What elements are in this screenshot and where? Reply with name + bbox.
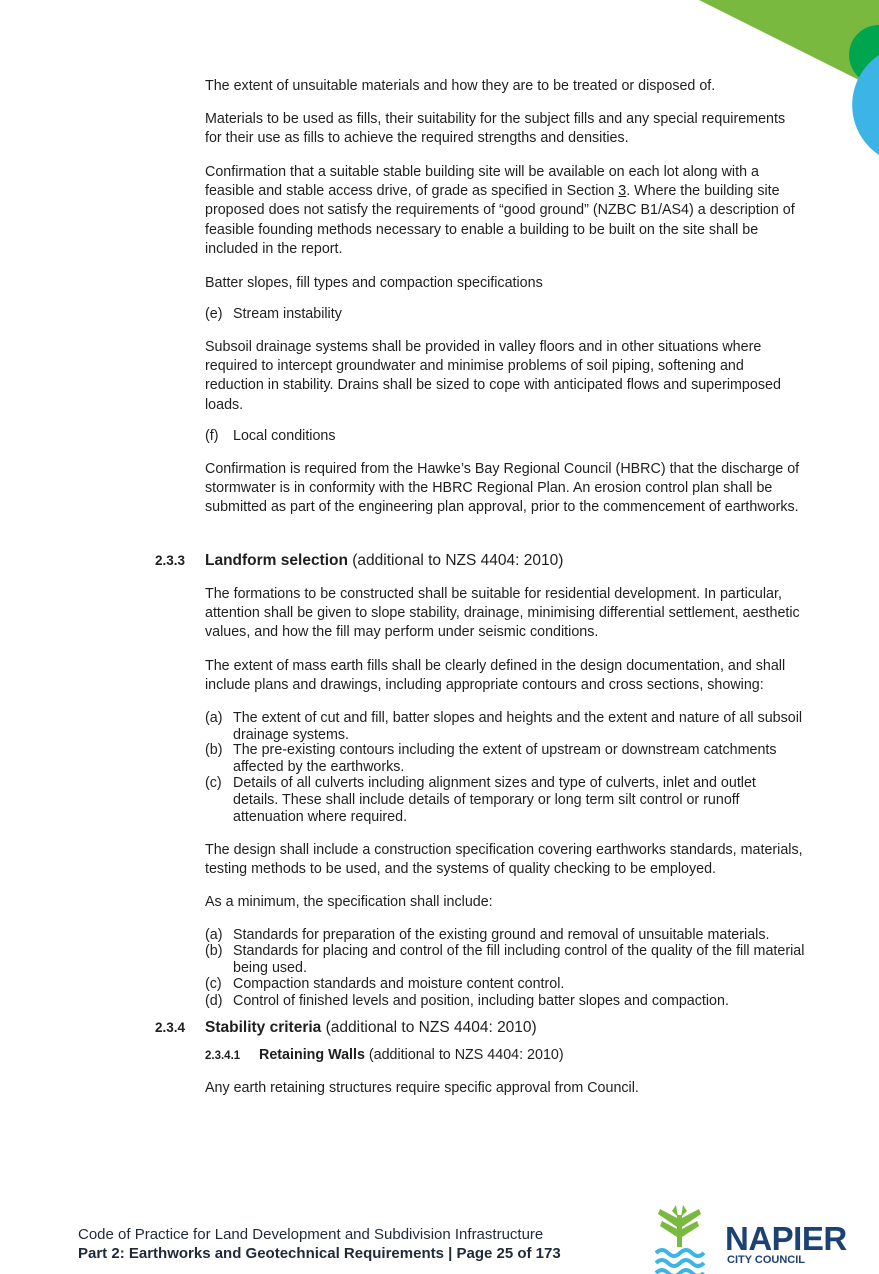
item-label: (c) [205,976,222,992]
paragraph-retaining-structures: Any earth retaining structures require specific approval from Council. [205,1080,639,1096]
logo-subtitle: CITY COUNCIL [727,1254,806,1266]
item-label: (a) [205,927,223,943]
section-number: 2.3.4.1 [205,1050,241,1062]
list-item [205,927,805,944]
section-note: (additional to NZS 4404: 2010) [321,1019,537,1036]
item-text: Details of all culverts including alignment sizes and type of culverts, inlet and outlet details. These shall include details of temporary or long term silt control or runoff attenuation where required. [233,775,756,825]
paragraph-mass-earth-fills: The extent of mass earth fills shall be clearly defined in the design documentation, and shall include plans and drawings, including appropriate contours and cross sections, showing: [205,658,786,694]
paragraph-unsuitable-materials: The extent of unsuitable materials and how they are to be treated or disposed of. [205,78,716,94]
paragraph-minimum-spec: As a minimum, the specification shall include: [205,894,493,910]
item-text: Standards for preparation of the existing ground and removal of unsuitable materials. [233,927,770,943]
section-title: Retaining Walls [259,1047,365,1063]
item-label: (b) [205,742,223,758]
item-text: Stream instability [233,306,342,322]
heading-2-3-3 [155,551,563,571]
item-text: Standards for placing and control of the fill including control of the quality of the fill material being used. [233,943,805,976]
footer-page-info: Part 2: Earthworks and Geotechnical Requirements | Page 25 of 173 [78,1245,561,1262]
paragraph-formations: The formations to be constructed shall be suitable for residential development. In particular, attention shall be given to slope stability, drainage, minimising differential settlement, aesthetic values, and how the fill may perform under seismic conditions. [205,586,800,641]
item-label: (f) [205,428,219,444]
item-text: The pre-existing contours including the extent of upstream or downstream catchments affected by the earthworks. [233,742,777,775]
page-footer [78,1225,561,1263]
item-label: (c) [205,775,222,791]
paragraph-fill-materials: Materials to be used as fills, their suitability for the subject fills and any special requirements for their use as fills to achieve the required strengths and densities. [205,111,786,147]
section-link[interactable]: 3 [618,183,627,200]
list-item [205,943,805,977]
section-number: 2.3.3 [155,553,186,568]
item-label: (d) [205,993,223,1009]
item-label: (b) [205,943,223,959]
paragraph-building-site [205,163,805,259]
section-number: 2.3.4 [155,1020,186,1035]
item-text: Control of finished levels and position, including batter slopes and compaction. [233,993,729,1009]
paragraph-hbrc-confirmation: Confirmation is required from the Hawke’s Bay Regional Council (HBRC) that the discharge of stormwater is in conformity with the HBRC Regional Plan. An erosion control plan shall be submitted as part of the engineering plan approval, prior to the commencement of earthworks. [205,461,800,516]
list-item [205,993,805,1010]
item-stream-instability [205,306,805,323]
section-title: Stability criteria [205,1019,322,1036]
item-text: Local conditions [233,428,336,444]
list-item [205,775,805,826]
item-label: (a) [205,710,223,726]
paragraph-batter-slopes: Batter slopes, fill types and compaction specifications [205,275,543,291]
paragraph-subsoil-drainage: Subsoil drainage systems shall be provided in valley floors and in other situations where required to intercept groundwater and minimise problems of soil piping, softening and reduction in stability. Drains shall be sized to cope with anticipated flows and superimposed loads. [205,339,781,413]
paragraph-text: Confirmation that a suitable stable building site will be available on each lot along with a feasible and stable access drive, of grade as specified in Section [205,164,759,200]
heading-2-3-4 [155,1018,537,1038]
footer-title: Code of Practice for Land Development and Subdivision Infrastructure [78,1226,544,1243]
item-text: Compaction standards and moisture content control. [233,976,565,992]
list-item [205,742,805,776]
heading-2-3-4-1 [205,1046,564,1065]
logo-wordmark: NAPIER [725,1220,847,1257]
list-item [205,976,805,993]
paragraph-construction-spec: The design shall include a construction specification covering earthworks standards, materials, testing methods to be used, and the systems of quality checking to be employed. [205,842,803,878]
section-note: (additional to NZS 4404: 2010) [364,1047,564,1063]
section-title: Landform selection [205,552,348,569]
list-item [205,710,805,744]
section-note: (additional to NZS 4404: 2010) [347,552,564,569]
paragraph-text: . Where the building site proposed does not satisfy the requirements of “good ground” (NZBC B1/AS4) a description of feasible founding methods necessary to enable a building to be built on the site shall be included in the report. [205,183,795,257]
item-text: The extent of cut and fill, batter slopes and heights and the extent and nature of all subsoil drainage systems. [233,710,803,743]
item-local-conditions [205,428,805,445]
item-label: (e) [205,306,223,322]
